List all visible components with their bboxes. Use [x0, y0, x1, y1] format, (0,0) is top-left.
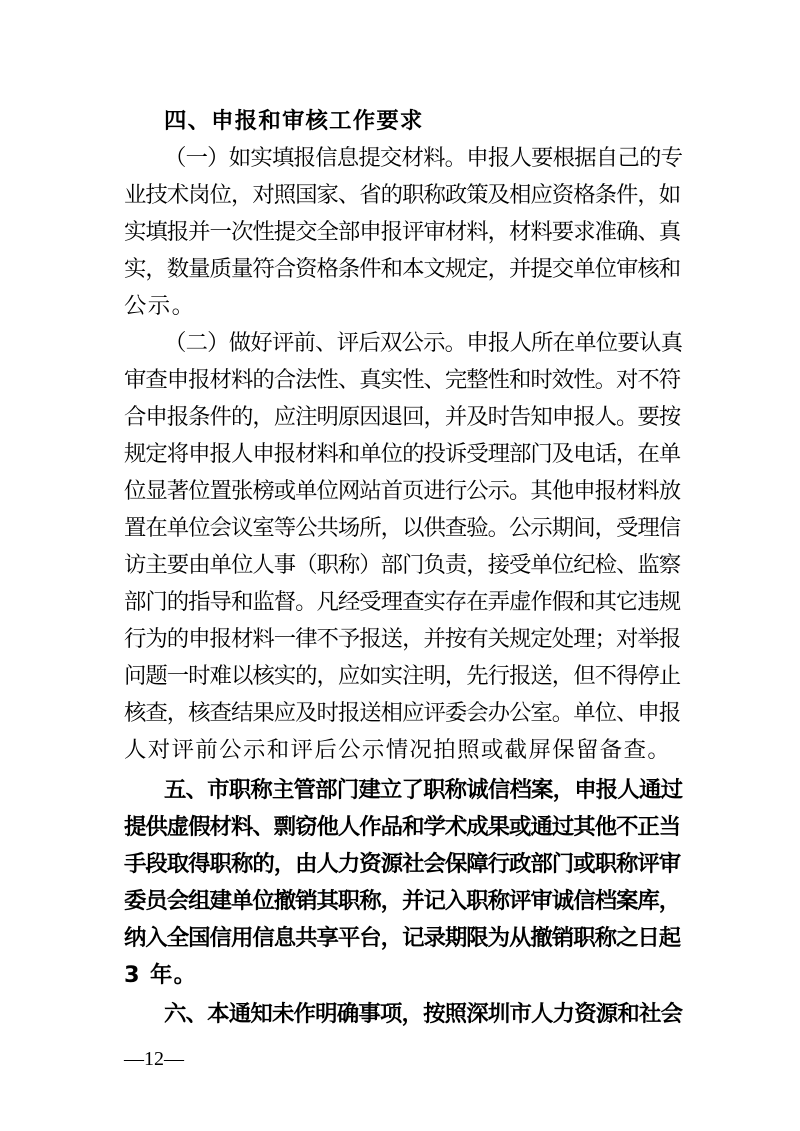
item2-line: 合申报条件的，应注明原因退回，并及时告知申报人。要按	[124, 404, 681, 430]
item1-line: 实，数量质量符合资格条件和本文规定，并提交单位审核和	[124, 256, 681, 282]
item2-line: 行为的申报材料一律不予报送，并按有关规定处理；对举报	[124, 626, 681, 652]
item2-line: 访主要由单位人事（职称）部门负责，接受单位纪检、监察	[124, 552, 681, 578]
section4-heading: 四、申报和审核工作要求	[164, 108, 424, 134]
item1-line: 公示。	[124, 293, 196, 319]
section5-line: 手段取得职称的，由人力资源社会保障行政部门或职称评审	[124, 851, 681, 877]
item2-line: （二）做好评前、评后双公示。申报人所在单位要认真	[164, 330, 683, 356]
section5-line: 提供虚假材料、剽窃他人作品和学术成果或通过其他不正当	[124, 814, 681, 840]
item2-line: 问题一时难以核实的，应如实注明，先行报送，但不得停止	[124, 663, 681, 689]
item2-line: 置在单位会议室等公共场所，以供查验。公示期间，受理信	[124, 515, 681, 541]
section5-line: 委员会组建单位撤销其职称，并记入职称评审诚信档案库，	[124, 888, 681, 914]
section5-line: 3 年。	[124, 962, 198, 988]
item2-line: 审查申报材料的合法性、真实性、完整性和时效性。对不符	[124, 367, 681, 393]
item2-line: 核查，核查结果应及时报送相应评委会办公室。单位、申报	[124, 700, 681, 726]
section5-line: 纳入全国信用信息共享平台，记录期限为从撤销职称之日起	[124, 925, 681, 951]
item2-line: 位显著位置张榜或单位网站首页进行公示。其他申报材料放	[124, 478, 681, 504]
section6-line: 六、本通知未作明确事项，按照深圳市人力资源和社会	[164, 1001, 683, 1027]
item2-line: 部门的指导和监督。凡经受理查实存在弄虚作假和其它违规	[124, 589, 681, 615]
item1-line: （一）如实填报信息提交材料。申报人要根据自己的专	[164, 145, 683, 171]
item1-line: 实填报并一次性提交全部申报评审材料，材料要求准确、真	[124, 219, 681, 245]
page-number: —12—	[124, 1048, 184, 1070]
item2-line: 人对评前公示和评后公示情况拍照或截屏保留备查。	[124, 737, 672, 763]
item2-line: 规定将申报人申报材料和单位的投诉受理部门及电话，在单	[124, 441, 681, 467]
item1-line: 业技术岗位，对照国家、省的职称政策及相应资格条件，如	[124, 182, 681, 208]
section5-line: 五、市职称主管部门建立了职称诚信档案，申报人通过	[164, 777, 683, 803]
